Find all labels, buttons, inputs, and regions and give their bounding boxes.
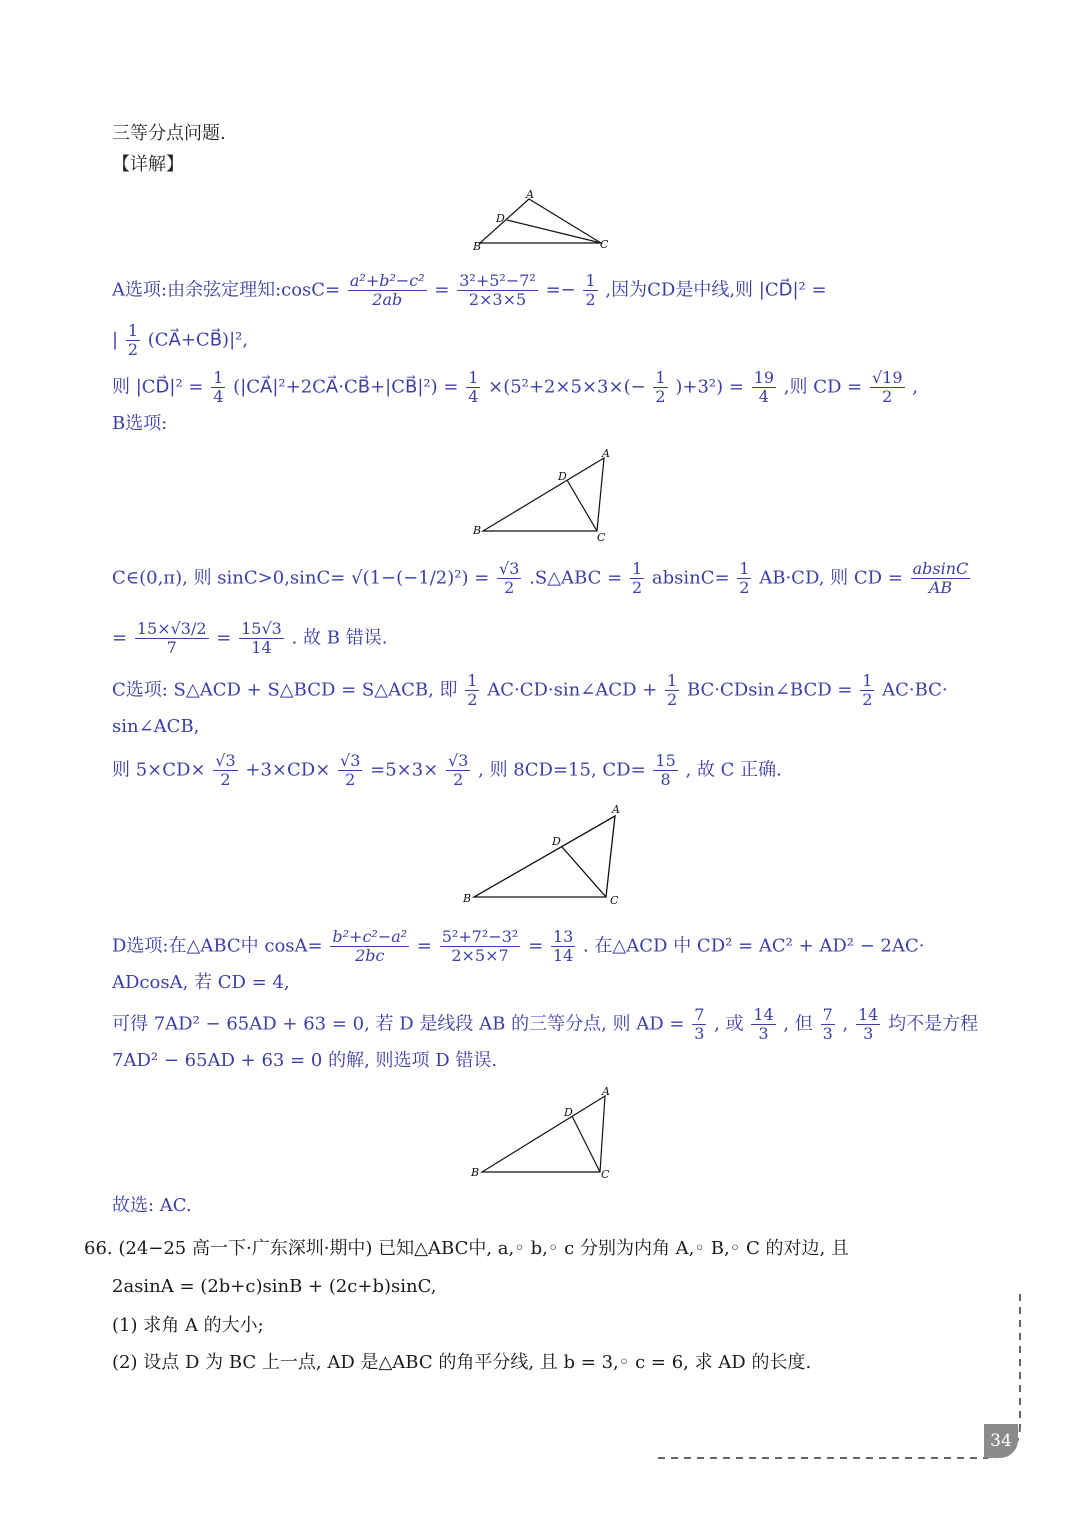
option-c-line2: sin∠ACB, <box>112 716 200 737</box>
option-d-line3: 可得 7AD² − 65AD + 63 = 0, 若 D 是线段 AB 的三等分点, 则 AD = $\frac{7}{3}$ , 或 $\frac{14}{3}$ , 但 $\frac{7}{3}$ , $\frac{14}{3}$ 均不是方程 <box>112 1005 979 1043</box>
option-b-line1: C∈(0,π), 则 sinC>0,sinC= √(1−(−1/2)²) = $\frac{√3}{2}$ .S△ABC = $\frac{1}{2}$ absinC= $\frac{1}{2}$ AB·CD, 则 CD = $\frac{absinC}{AB}$ <box>112 559 969 597</box>
detail-label: 【详解】 <box>112 154 184 175</box>
page-number: 34 <box>984 1424 1018 1458</box>
option-a-line3: 则 |CD⃗|² = $\frac{1}{4}$ (|CA⃗|²+2CA⃗·CB⃗+|CB⃗|²) = $\frac{1}{4}$ ×(5²+2×5×3×(− $\frac{1}{2}$ )+3²) = $\frac{19}{4}$ ,则 CD = $\frac{√19}{2}$ , <box>112 368 918 406</box>
fig1-label-a: A <box>526 188 534 201</box>
fig2-label-a: A <box>602 448 610 460</box>
option-d-line1: D选项:在△ABC中 cosA= $\frac{\text{b²+c²−a²}}{2bc}$ = $\frac{\text{5²+7²−3²}}{2\times 5\times 7}$ = $\frac{13}{14}$ . 在△ACD 中 CD² = AC² + AD² − 2AC· <box>112 927 925 965</box>
option-b-label: B选项: <box>112 413 168 434</box>
problem-66-line3: (1) 求角 A 的大小; <box>112 1315 264 1336</box>
conclusion: 故选: AC. <box>112 1195 192 1216</box>
fig3-label-d: D <box>552 835 561 848</box>
fig1-label-d: D <box>496 212 505 225</box>
problem-66-line4: (2) 设点 D 为 BC 上一点, AD 是△ABC 的角平分线, 且 b = 3,◦ c = 6, 求 AD 的长度. <box>112 1352 812 1373</box>
fig4-label-c: C <box>601 1168 610 1181</box>
fig4-label-b: B <box>471 1166 480 1179</box>
option-c-line1: C选项: S△ACD + S△BCD = S△ACB, 即 $\frac{1}{2}$ AC·CD·sin∠ACD + $\frac{1}{2}$ BC·CDsin∠BCD = $\frac{1}{2}$ AC·BC· <box>112 671 948 709</box>
topic-line: 三等分点问题. <box>112 123 226 144</box>
fig2-label-b: B <box>473 524 482 537</box>
fig2-label-d: D <box>558 470 567 483</box>
fig4-label-d: D <box>564 1106 573 1119</box>
option-b-line2: = $\frac{15\times√3/2}{7}$ = $\frac{15√3}{14}$ . 故 B 错误. <box>112 619 388 657</box>
triangle-figure-3 <box>458 800 628 910</box>
option-d-line4: 7AD² − 65AD + 63 = 0 的解, 则选项 D 错误. <box>112 1050 498 1071</box>
page-corner-border <box>650 1290 1030 1470</box>
fig1-label-b: B <box>473 240 482 252</box>
fig3-label-b: B <box>463 892 472 905</box>
triangle-figure-4 <box>468 1084 618 1182</box>
fig3-label-c: C <box>610 894 619 907</box>
problem-66-line1: 66. (24−25 高一下·广东深圳·期中) 已知△ABC中, a,◦ b,◦ c 分别为内角 A,◦ B,◦ C 的对边, 且 <box>84 1238 849 1259</box>
option-a-line1: A选项:由余弦定理知:cosC= $\frac{\text{a²+b²−c²}}{2ab}$ = $\frac{\text{3²+5²−7²}}{2\times 3\times 5}$ =− $\frac{1}{2}$ ,因为CD是中线,则 |CD⃗|² = <box>112 271 827 309</box>
triangle-figure-1 <box>470 188 615 252</box>
option-d-line2: ADcosA, 若 CD = 4, <box>112 972 290 993</box>
fig4-label-a: A <box>602 1085 610 1098</box>
option-c-line3: 则 5×CD× $\frac{√3}{2}$ +3×CD× $\frac{√3}{2}$ =5×3× $\frac{√3}{2}$ , 则 8CD=15, CD= $\frac{15}{8}$ , 故 C 正确. <box>112 751 782 789</box>
option-a-line2: | $\frac{1}{2}$ (CA⃗+CB⃗)|², <box>112 321 249 359</box>
problem-66-line2: 2asinA = (2b+c)sinB + (2c+b)sinC, <box>112 1276 437 1297</box>
triangle-figure-2 <box>470 448 615 544</box>
fig3-label-a: A <box>612 803 620 816</box>
fig2-label-c: C <box>597 531 606 544</box>
fig1-label-c: C <box>600 238 609 251</box>
